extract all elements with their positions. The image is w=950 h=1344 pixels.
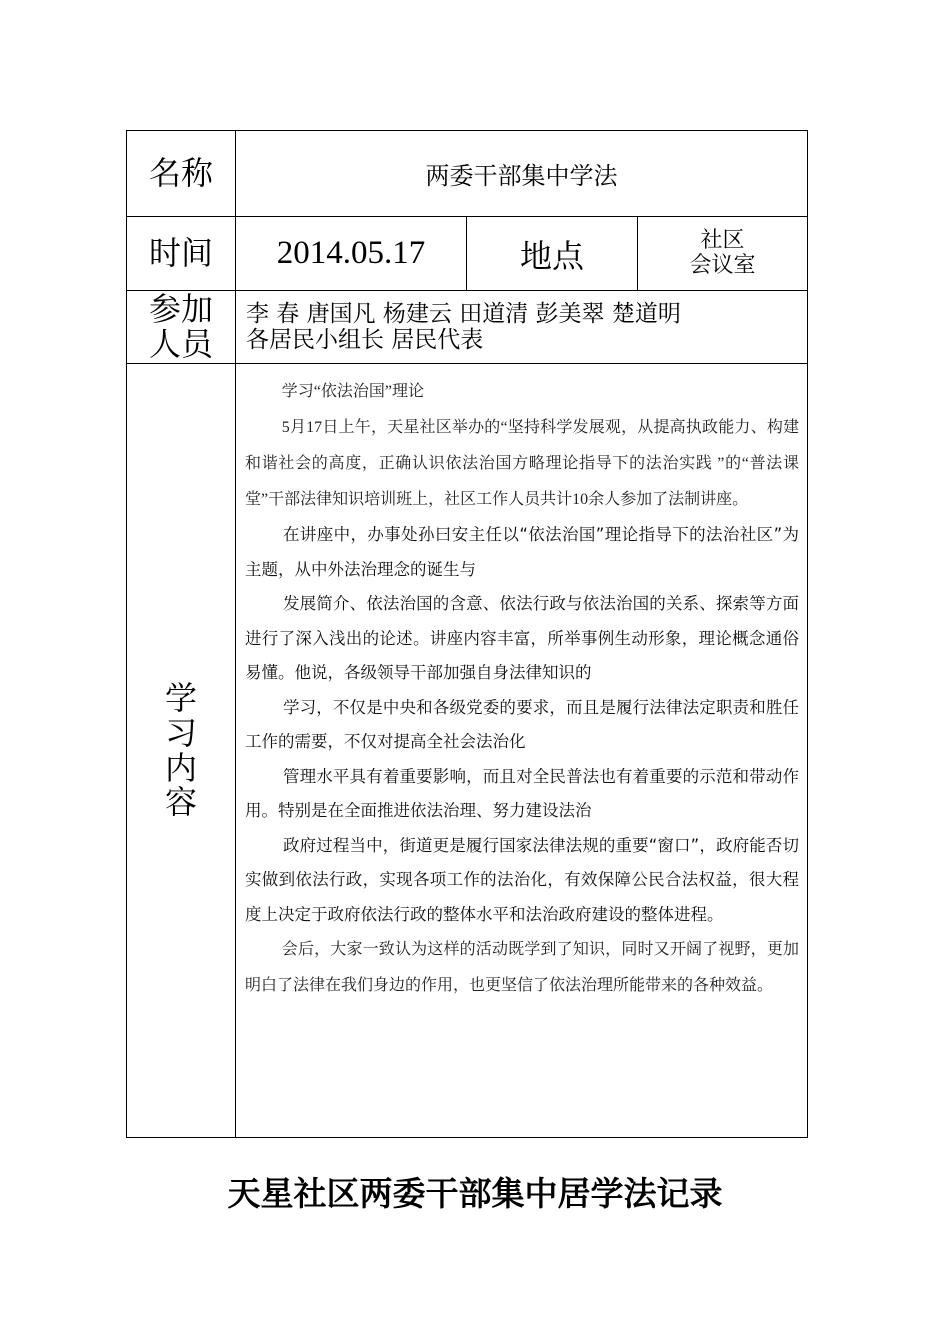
attendees-row — [127, 291, 808, 364]
content-value — [236, 364, 808, 1138]
content-paragraph: 学习“依法治国”理论 — [281, 383, 425, 400]
attendees-line2: 各居民小组长 居民代表 — [246, 327, 484, 353]
document-title: 天星社区两委干部集中居学法记录 — [227, 1174, 723, 1213]
name-label: 名称 — [127, 131, 236, 217]
place-value-line2: 会议室 — [689, 252, 756, 278]
time-row — [127, 217, 808, 291]
attendees-label — [127, 291, 236, 364]
content-label — [127, 364, 236, 1138]
time-value: 2014.05.17 — [236, 217, 467, 291]
attendees-label-line1: 参加 — [148, 289, 213, 328]
study-record-table — [126, 130, 808, 1138]
content-paragraph: 发展简介、依法治国的含意、依法行政与依法治国的关系、探索等方面进行了深入浅出的论述。讲座内容丰富，所举事例生动形象，理论概念通俗易懂。他说，各级领导干部加强自身法律知识的 — [245, 594, 800, 682]
time-label: 时间 — [127, 217, 236, 291]
content-paragraph: 在讲座中，办事处孙曰安主任以“依法治国”理论指导下的法治社区”为主题，从中外法治理念的诞生与 — [245, 525, 800, 579]
name-row — [127, 131, 808, 217]
place-value-line1: 社区 — [700, 228, 745, 254]
attendees-value — [236, 291, 808, 364]
content-label-char: 内 — [164, 748, 197, 787]
place-value — [638, 217, 808, 291]
content-paragraph: 管理水平具有着重要影响，而且对全民普法也有着重要的示范和带动作用。特别是在全面推进依法治理、努力建设法治 — [245, 766, 800, 820]
attendees-label-line2: 人员 — [148, 325, 213, 363]
content-label-char: 学 — [164, 679, 197, 718]
content-label-char: 习 — [164, 713, 197, 752]
content-paragraph: 政府过程当中，街道更是履行国家法律法规的重要“窗口”，政府能否切实做到依法行政，实现各项工作的法治化，有效保障公民合法权益，很大程度上决定于政府依法行政的整体水平和法治政府建设的整体进程。 — [245, 835, 800, 924]
content-paragraph: 学习，不仅是中央和各级党委的要求，而且是履行法律法定职责和胜任工作的需要，不仅对提高全社会法治化 — [245, 697, 800, 751]
name-value: 两委干部集中学法 — [236, 131, 808, 217]
place-label: 地点 — [467, 217, 638, 291]
attendees-line1: 李 春 唐国凡 杨建云 田道清 彭美翠 楚道明 — [246, 300, 681, 327]
content-paragraph: 5月17日上午，天星社区举办的“坚持科学发展观，从提高执政能力、构建和谐社会的高度，正确认识依法治国方略理论指导下的法治实践 ”的“普法课堂”干部法律知识培训班上，社区工作人员共计10余人参加了法制讲座。 — [245, 419, 800, 508]
content-paragraph: 会后，大家一致认为这样的活动既学到了知识，同时又开阔了视野，更加明白了法律在我们身边的作用，也更坚信了依法治理所能带来的各种效益。 — [245, 941, 800, 994]
content-row — [127, 364, 808, 1138]
content-label-char: 容 — [164, 783, 197, 822]
